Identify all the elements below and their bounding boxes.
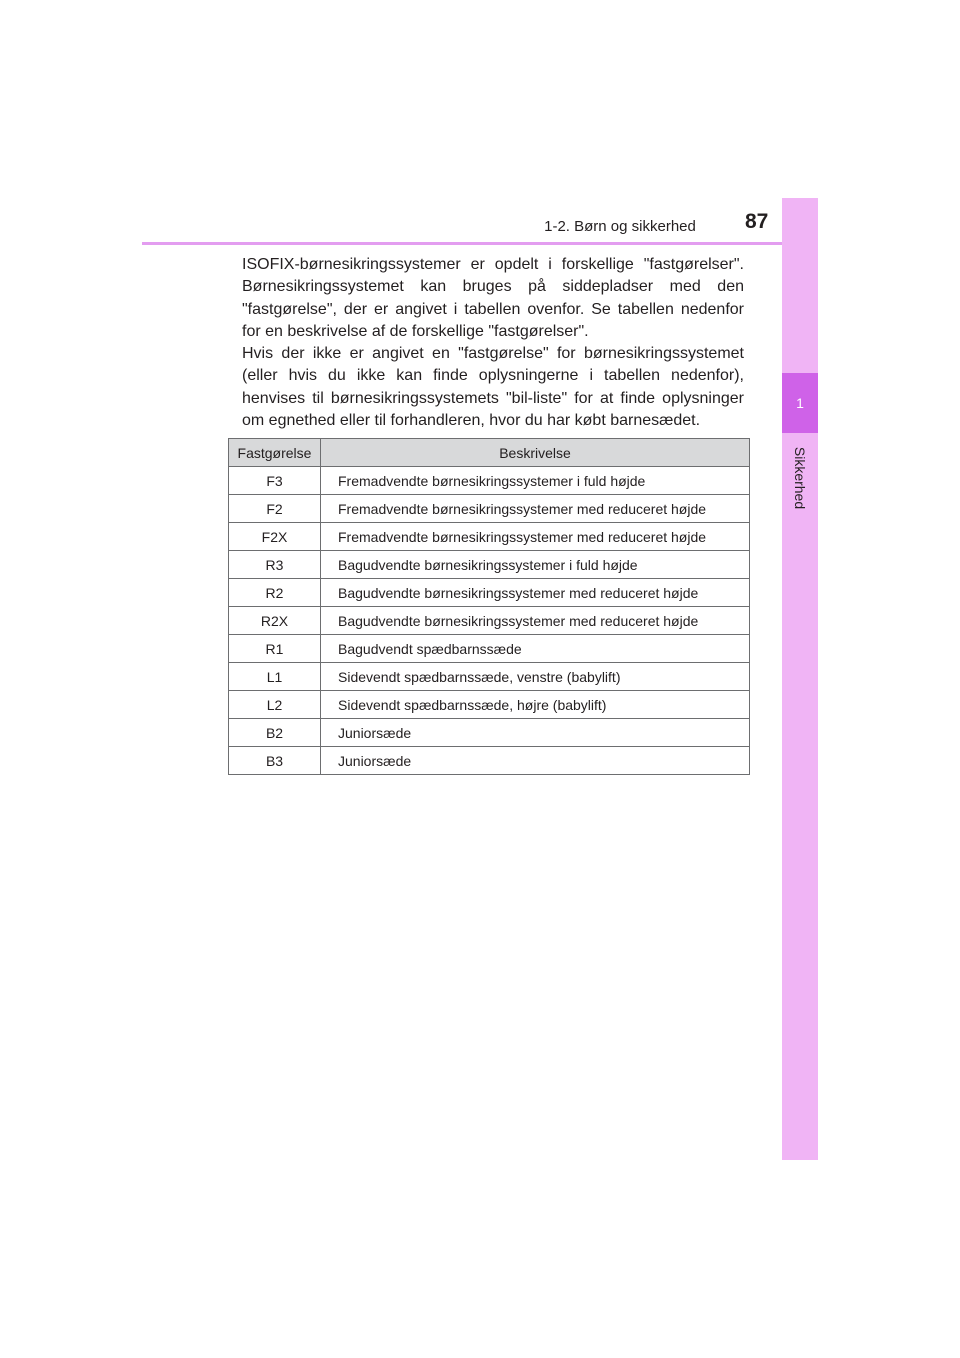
fixture-description: Fremadvendte børnesikringssystemer med reduceret højde	[321, 495, 750, 523]
fixture-code: R2	[229, 579, 321, 607]
side-tab	[782, 198, 818, 1160]
fixture-description: Fremadvendte børnesikringssystemer med reduceret højde	[321, 523, 750, 551]
fixture-description: Sidevendt spædbarnssæde, højre (babylift)	[321, 691, 750, 719]
fixture-code: B2	[229, 719, 321, 747]
fixture-table	[228, 438, 750, 775]
column-header-description: Beskrivelse	[321, 439, 750, 467]
table-row	[229, 607, 750, 635]
paragraph-2: Hvis der ikke er angivet en "fastgørelse" for børnesikringssystemet (eller hvis du ikke kan finde oplysningerne i tabellen nedenfor), henvises til børnesikringssystemets "bil-liste" for at finde oplysninger om egnethed eller til forhandleren, hvor du har købt barnesædet.	[242, 345, 744, 430]
fixture-code: R1	[229, 635, 321, 663]
chapter-label: Sikkerhed	[792, 446, 809, 510]
fixture-description: Juniorsæde	[321, 719, 750, 747]
fixture-description: Bagudvendt spædbarnssæde	[321, 635, 750, 663]
chapter-number: 1	[782, 373, 818, 433]
fixture-code: R2X	[229, 607, 321, 635]
fixture-code: R3	[229, 551, 321, 579]
section-title: 1-2. Børn og sikkerhed	[544, 218, 696, 235]
fixture-code: L2	[229, 691, 321, 719]
table-row	[229, 579, 750, 607]
fixture-description: Sidevendt spædbarnssæde, venstre (babylift)	[321, 663, 750, 691]
table-row	[229, 467, 750, 495]
table-row	[229, 747, 750, 775]
paragraph-1: ISOFIX-børnesikringssystemer er opdelt i forskellige "fastgørelser". Børnesikringssystemet kan bruges på siddepladser med den "fastgørelse", der er angivet i tabellen ovenfor. Se tabellen nedenfor for en beskrivelse af de forskellige "fastgørelser".	[242, 256, 744, 340]
table-row	[229, 523, 750, 551]
fixture-code: F2	[229, 495, 321, 523]
fixture-description: Bagudvendte børnesikringssystemer i fuld højde	[321, 551, 750, 579]
chapter-label-wrapper	[782, 438, 818, 518]
body-text	[242, 254, 744, 432]
fixture-description: Juniorsæde	[321, 747, 750, 775]
page-number: 87	[745, 210, 769, 233]
table-row	[229, 691, 750, 719]
fixture-description: Fremadvendte børnesikringssystemer i fuld højde	[321, 467, 750, 495]
table-row	[229, 635, 750, 663]
fixture-code: L1	[229, 663, 321, 691]
fixture-code: B3	[229, 747, 321, 775]
header-divider	[142, 242, 818, 245]
fixture-code: F2X	[229, 523, 321, 551]
table-row	[229, 719, 750, 747]
table-row	[229, 551, 750, 579]
fixture-description: Bagudvendte børnesikringssystemer med reduceret højde	[321, 607, 750, 635]
fixture-code: F3	[229, 467, 321, 495]
column-header-fixture: Fastgørelse	[229, 439, 321, 467]
table-row	[229, 495, 750, 523]
fixture-description: Bagudvendte børnesikringssystemer med reduceret højde	[321, 579, 750, 607]
table-header-row	[229, 439, 750, 467]
table-row	[229, 663, 750, 691]
